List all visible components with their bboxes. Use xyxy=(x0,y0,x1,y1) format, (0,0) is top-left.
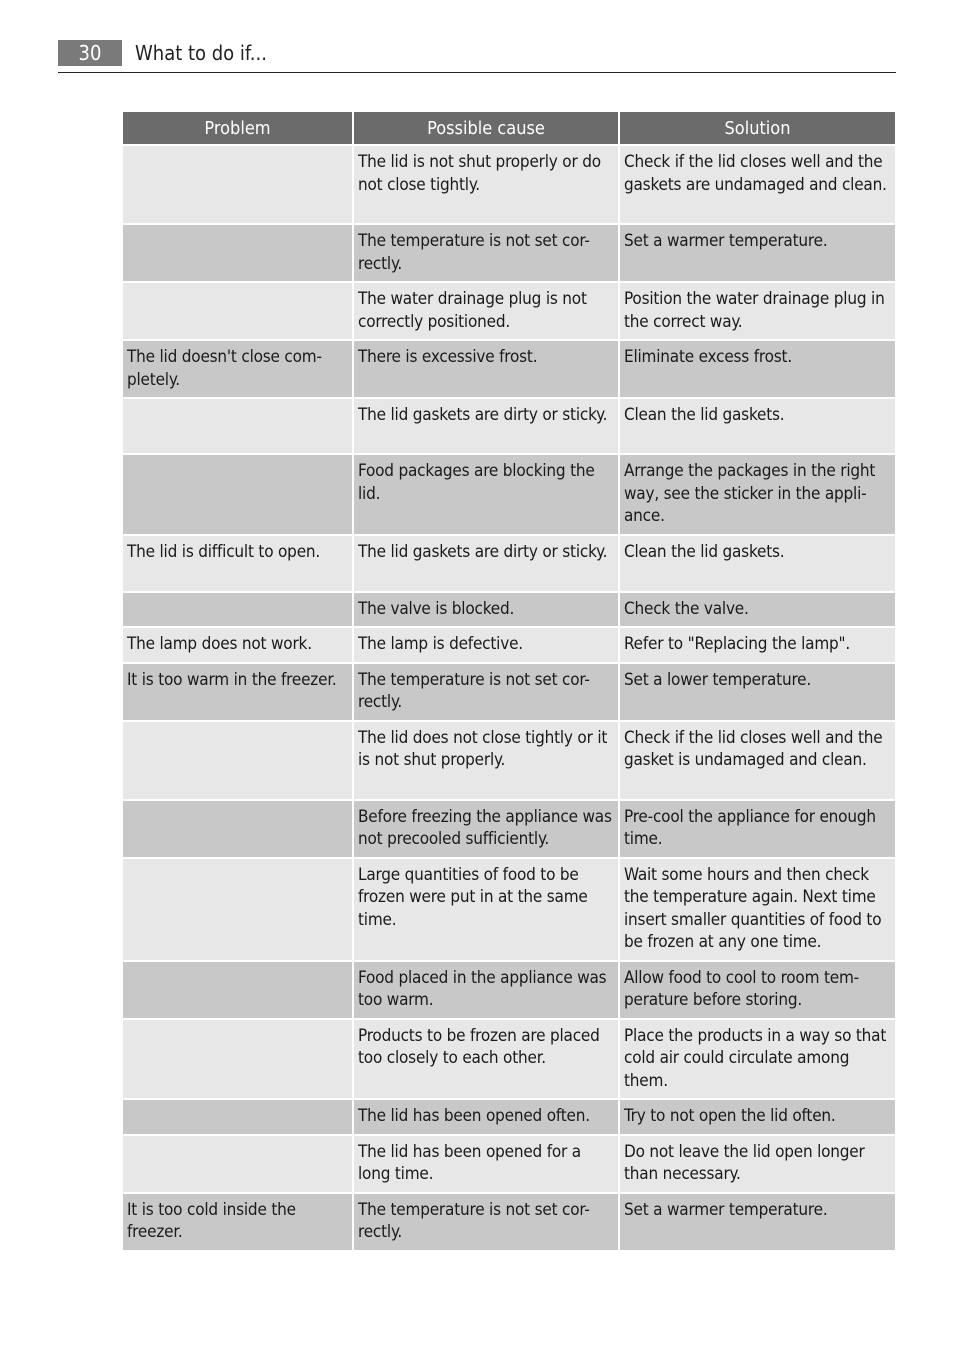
table-row xyxy=(123,628,895,662)
cause-cell: The temperature is not set cor-rectly. xyxy=(354,664,618,720)
problem-cell xyxy=(123,455,352,534)
column-header-cause: Possible cause xyxy=(354,112,618,144)
table-row xyxy=(123,593,895,627)
table-row xyxy=(123,801,895,857)
table-row xyxy=(123,536,895,591)
cause-cell: Large quantities of food to be frozen were put in at the same time. xyxy=(354,859,618,960)
problem-cell xyxy=(123,722,352,799)
column-header-problem: Problem xyxy=(123,112,352,144)
table-header-row xyxy=(123,112,895,144)
table-row xyxy=(123,146,895,223)
solution-cell: Check if the lid closes well and the gaskets are undamaged and clean. xyxy=(620,146,895,223)
solution-cell: Try to not open the lid often. xyxy=(620,1100,895,1134)
solution-cell: Set a warmer temperature. xyxy=(620,1194,895,1250)
cause-cell: There is excessive frost. xyxy=(354,341,618,397)
cause-cell: The lid has been opened often. xyxy=(354,1100,618,1134)
problem-cell xyxy=(123,225,352,281)
problem-cell xyxy=(123,283,352,339)
problem-cell: The lid is difficult to open. xyxy=(123,536,352,591)
solution-cell: Check if the lid closes well and the gasket is undamaged and clean. xyxy=(620,722,895,799)
problem-cell xyxy=(123,146,352,223)
problem-cell: The lamp does not work. xyxy=(123,628,352,662)
table-row xyxy=(123,1100,895,1134)
table-row xyxy=(123,283,895,339)
cause-cell: The lid is not shut properly or do not close tightly. xyxy=(354,146,618,223)
table-row xyxy=(123,722,895,799)
cause-cell: The lid gaskets are dirty or sticky. xyxy=(354,399,618,453)
solution-cell: Wait some hours and then check the temperature again. Next time insert smaller quantities of food to be frozen at any one time. xyxy=(620,859,895,960)
cause-cell: The lid gaskets are dirty or sticky. xyxy=(354,536,618,591)
solution-cell: Allow food to cool to room tem-perature before storing. xyxy=(620,962,895,1018)
solution-cell: Clean the lid gaskets. xyxy=(620,399,895,453)
problem-cell xyxy=(123,1020,352,1099)
solution-cell: Set a warmer temperature. xyxy=(620,225,895,281)
troubleshooting-table xyxy=(121,110,897,1252)
cause-cell: Products to be frozen are placed too closely to each other. xyxy=(354,1020,618,1099)
table-row xyxy=(123,859,895,960)
solution-cell: Refer to "Replacing the lamp". xyxy=(620,628,895,662)
solution-cell: Set a lower temperature. xyxy=(620,664,895,720)
table-row xyxy=(123,1136,895,1192)
cause-cell: Food packages are blocking the lid. xyxy=(354,455,618,534)
solution-cell: Arrange the packages in the right way, see the sticker in the appli-ance. xyxy=(620,455,895,534)
table-row xyxy=(123,1020,895,1099)
solution-cell: Check the valve. xyxy=(620,593,895,627)
cause-cell: The lid has been opened for a long time. xyxy=(354,1136,618,1192)
table-row xyxy=(123,341,895,397)
problem-cell: The lid doesn't close com-pletely. xyxy=(123,341,352,397)
page-header xyxy=(58,40,896,73)
table-row xyxy=(123,399,895,453)
cause-cell: The temperature is not set cor-rectly. xyxy=(354,1194,618,1250)
problem-cell xyxy=(123,1136,352,1192)
problem-cell xyxy=(123,962,352,1018)
cause-cell: The valve is blocked. xyxy=(354,593,618,627)
table-row xyxy=(123,664,895,720)
cause-cell: The temperature is not set cor-rectly. xyxy=(354,225,618,281)
problem-cell xyxy=(123,801,352,857)
cause-cell: Before freezing the appliance was not precooled sufficiently. xyxy=(354,801,618,857)
table-row xyxy=(123,455,895,534)
cause-cell: The lid does not close tightly or it is not shut properly. xyxy=(354,722,618,799)
problem-cell: It is too cold inside the freezer. xyxy=(123,1194,352,1250)
problem-cell xyxy=(123,399,352,453)
section-title: What to do if... xyxy=(135,41,267,65)
cause-cell: The lamp is defective. xyxy=(354,628,618,662)
problem-cell xyxy=(123,593,352,627)
solution-cell: Place the products in a way so that cold air could circulate among them. xyxy=(620,1020,895,1099)
cause-cell: Food placed in the appliance was too warm. xyxy=(354,962,618,1018)
table-row xyxy=(123,225,895,281)
table-body xyxy=(123,146,895,1250)
solution-cell: Eliminate excess frost. xyxy=(620,341,895,397)
cause-cell: The water drainage plug is not correctly positioned. xyxy=(354,283,618,339)
page-number: 30 xyxy=(58,40,122,66)
problem-cell xyxy=(123,1100,352,1134)
solution-cell: Do not leave the lid open longer than necessary. xyxy=(620,1136,895,1192)
solution-cell: Clean the lid gaskets. xyxy=(620,536,895,591)
problem-cell xyxy=(123,859,352,960)
problem-cell: It is too warm in the freezer. xyxy=(123,664,352,720)
column-header-solution: Solution xyxy=(620,112,895,144)
table-row xyxy=(123,1194,895,1250)
solution-cell: Pre-cool the appliance for enough time. xyxy=(620,801,895,857)
table-row xyxy=(123,962,895,1018)
solution-cell: Position the water drainage plug in the correct way. xyxy=(620,283,895,339)
